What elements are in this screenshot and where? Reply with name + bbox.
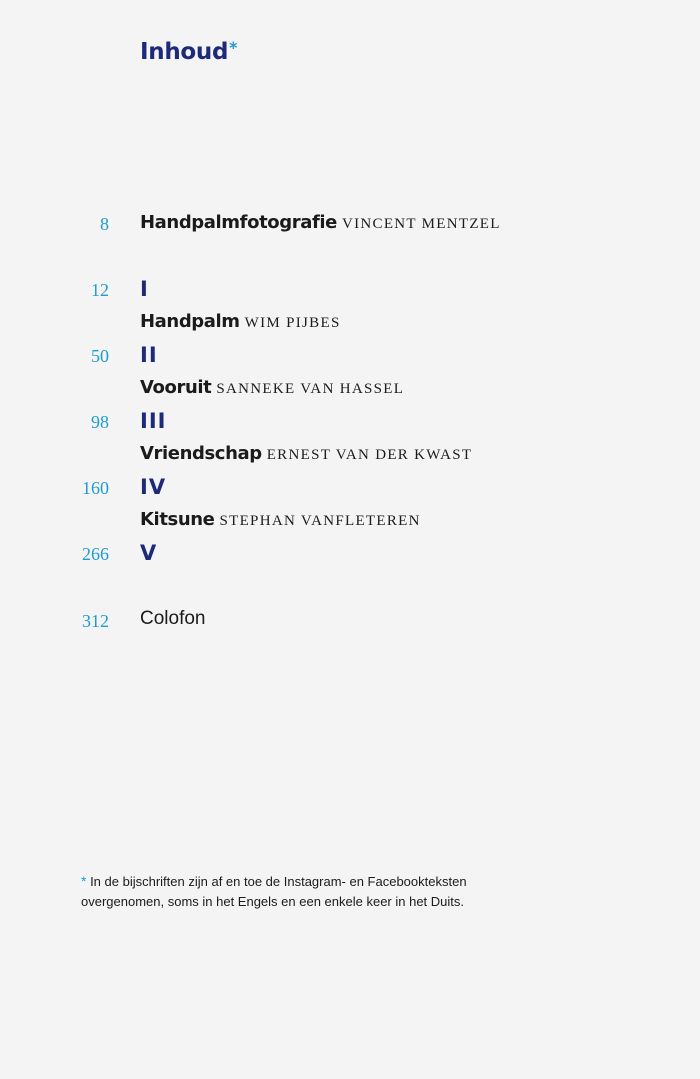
toc-page-number: 12: [91, 280, 109, 300]
footnote-marker-icon: *: [229, 38, 238, 57]
toc-entry-author: WIM PIJBES: [244, 315, 341, 331]
toc-section-numeral: I: [140, 277, 149, 301]
toc-entry-title: Handpalmfotografie: [140, 212, 337, 233]
toc-page-number: 50: [91, 346, 109, 366]
toc-page-number: 98: [91, 412, 109, 432]
footnote-text: In de bijschriften zijn af en toe de Instagram- en Facebookteksten overgenomen, soms in het Engels en een enkele keer in het Duits.: [81, 874, 467, 909]
toc-section-numeral: IV: [140, 475, 167, 499]
toc-entry-title: Handpalm: [140, 311, 240, 332]
toc-section-numeral: III: [140, 409, 167, 433]
toc-page-number: 312: [82, 611, 109, 631]
toc-entry-intro[interactable]: [140, 214, 501, 232]
toc-entry-colofon[interactable]: Colofon: [140, 608, 206, 629]
toc-entry-author: SANNEKE VAN HASSEL: [216, 381, 405, 397]
toc-entry-author: VINCENT MENTZEL: [341, 216, 501, 232]
toc-page-number: 160: [82, 478, 109, 498]
toc-entry-section-1[interactable]: [140, 313, 341, 331]
toc-section-numeral: II: [140, 343, 158, 367]
toc-entry-title: Vooruit: [140, 377, 212, 398]
toc-entry-section-3[interactable]: [140, 445, 472, 463]
toc-entry-section-4[interactable]: [140, 511, 421, 529]
toc-entry-author: ERNEST VAN DER KWAST: [266, 447, 473, 463]
toc-section-numeral[interactable]: V: [140, 541, 158, 565]
footnote-marker-icon: *: [81, 873, 87, 889]
toc-entry-section-2[interactable]: [140, 379, 404, 397]
toc-entry-author: STEPHAN VANFLETEREN: [219, 513, 421, 529]
page-title-text: Inhoud: [140, 39, 229, 65]
toc-page-number: 266: [82, 544, 109, 564]
toc-entry-title: Kitsune: [140, 509, 215, 530]
footnote: [81, 871, 521, 912]
toc-entry-title: Vriendschap: [140, 443, 262, 464]
toc-page-number: 8: [100, 214, 109, 234]
page-title: [140, 40, 237, 64]
